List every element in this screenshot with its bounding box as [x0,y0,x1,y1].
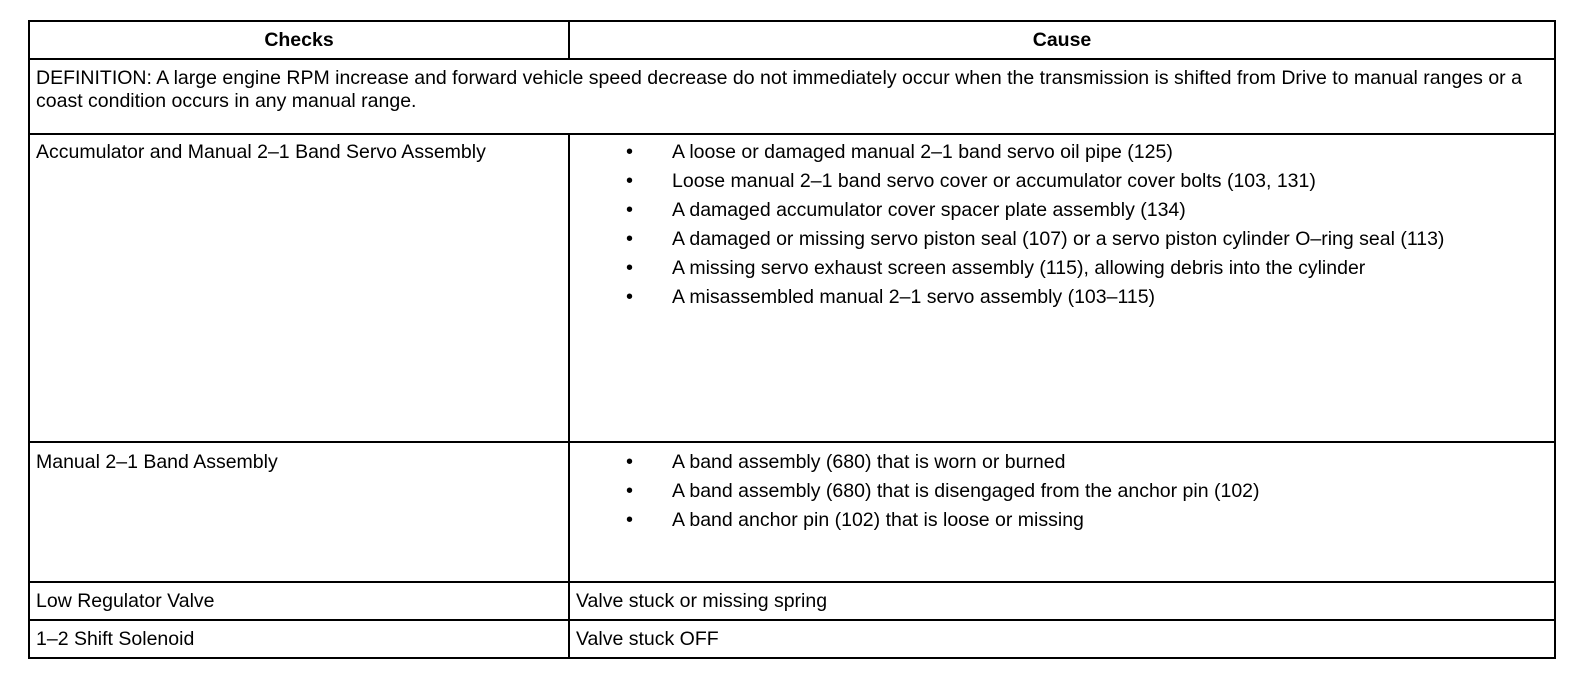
definition-row [29,59,1555,134]
checks-header: Checks [29,21,569,59]
list-item: • A band assembly (680) that is worn or burned [672,451,1554,474]
table-row [29,134,1555,442]
check-cell: Manual 2–1 Band Assembly [29,442,569,582]
list-item: • A misassembled manual 2–1 servo assembly (103–115) [672,286,1554,309]
cause-list [576,141,1554,309]
list-item: • Loose manual 2–1 band servo cover or accumulator cover bolts (103, 131) [672,170,1554,193]
cause-cell [569,134,1555,442]
list-item: • A band anchor pin (102) that is loose or missing [672,509,1554,532]
cause-header: Cause [569,21,1555,59]
cause-cell: Valve stuck OFF [569,620,1555,658]
table-row [29,620,1555,658]
cause-cell: Valve stuck or missing spring [569,582,1555,620]
check-cell: Low Regulator Valve [29,582,569,620]
list-item: • A missing servo exhaust screen assembly (115), allowing debris into the cylinder [672,257,1554,280]
check-cell: Accumulator and Manual 2–1 Band Servo Assembly [29,134,569,442]
list-item: • A damaged or missing servo piston seal (107) or a servo piston cylinder O–ring seal (113) [672,228,1554,251]
list-item: • A damaged accumulator cover spacer plate assembly (134) [672,199,1554,222]
list-item: • A band assembly (680) that is disengaged from the anchor pin (102) [672,480,1554,503]
header-row [29,21,1555,59]
list-item: • A loose or damaged manual 2–1 band servo oil pipe (125) [672,141,1554,164]
table-row [29,442,1555,582]
diagnosis-table [28,20,1556,659]
definition-text: DEFINITION: A large engine RPM increase and forward vehicle speed decrease do not immediately occur when the transmission is shifted from Drive to manual ranges or a coast condition occurs in any manual range. [29,59,1555,134]
table-row [29,582,1555,620]
cause-cell [569,442,1555,582]
cause-list [576,451,1554,532]
check-cell: 1–2 Shift Solenoid [29,620,569,658]
